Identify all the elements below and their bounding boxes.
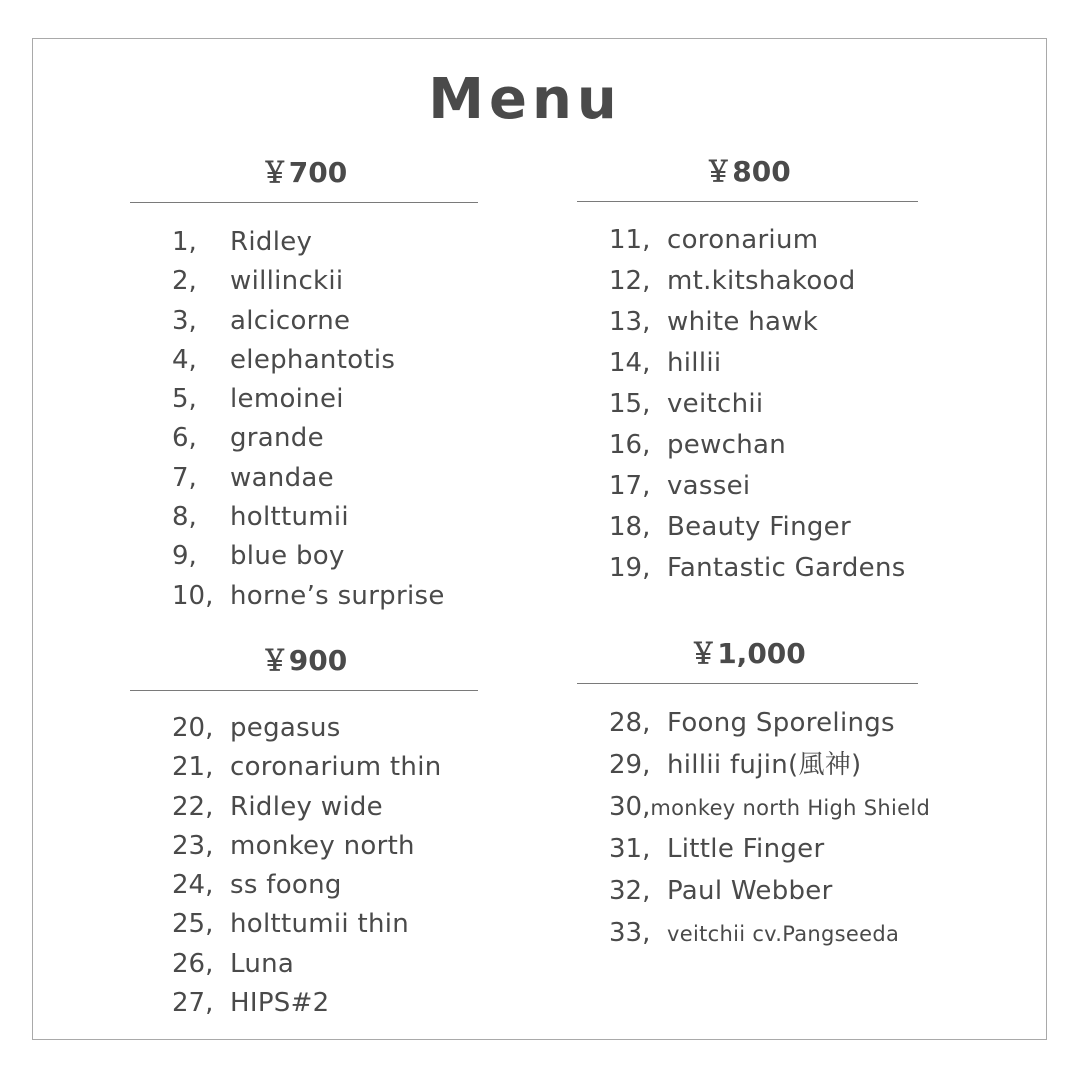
section-price: ￥900 <box>260 644 348 677</box>
item-name: mt.kitshakood <box>667 266 856 296</box>
item-number: 10, <box>172 580 214 611</box>
list-item <box>172 945 478 984</box>
section-price: ￥800 <box>704 155 791 188</box>
item-name: lemoinei <box>230 384 344 415</box>
price-section-900 <box>130 644 478 1023</box>
list-item <box>172 827 478 866</box>
divider <box>130 202 478 203</box>
item-name: vassei <box>667 471 751 501</box>
item-name: pewchan <box>667 430 787 460</box>
list-item <box>609 786 931 828</box>
list-item <box>609 702 918 744</box>
list-item <box>172 419 478 458</box>
item-number: 24, <box>172 870 214 901</box>
item-number: 33, <box>609 918 651 948</box>
list-item <box>609 548 918 589</box>
list-item <box>172 498 478 537</box>
item-number: 7, <box>172 462 197 493</box>
item-number: 16, <box>609 430 651 460</box>
item-number: 8, <box>172 502 197 533</box>
item-name: Luna <box>230 948 295 979</box>
item-name: Beauty Finger <box>667 512 851 542</box>
list-item <box>172 302 478 341</box>
list-item <box>609 466 918 507</box>
list-item <box>609 384 918 425</box>
divider <box>130 690 478 691</box>
list-item <box>172 866 478 905</box>
list-item <box>172 262 478 301</box>
item-number: 11, <box>609 225 651 255</box>
list-item <box>609 828 918 870</box>
item-number: 25, <box>172 909 214 940</box>
list-item <box>172 709 478 748</box>
item-name: hillii <box>667 348 722 378</box>
item-name: ss foong <box>230 870 342 901</box>
item-list <box>172 223 478 616</box>
item-number: 14, <box>609 348 651 378</box>
list-item <box>172 788 478 827</box>
item-name: veitchii cv.Pangseeda <box>667 922 900 946</box>
item-name: Paul Webber <box>667 876 833 906</box>
item-number: 32, <box>609 876 651 906</box>
item-name: holttumii <box>230 502 349 533</box>
list-item <box>172 459 478 498</box>
divider <box>577 683 918 684</box>
item-name: white hawk <box>667 307 819 337</box>
list-item <box>609 302 918 343</box>
item-number: 18, <box>609 512 651 542</box>
item-name: elephantotis <box>230 344 396 375</box>
list-item <box>172 380 478 419</box>
item-number: 17, <box>609 471 651 501</box>
list-item <box>172 223 478 262</box>
item-number: 5, <box>172 384 197 415</box>
price-section-1000 <box>577 637 931 954</box>
item-number: 1, <box>172 227 197 257</box>
price-section-700 <box>130 156 478 616</box>
list-item <box>609 343 918 384</box>
item-name: blue boy <box>230 541 345 572</box>
list-item <box>172 537 478 576</box>
item-number: 21, <box>172 752 214 783</box>
item-number: 15, <box>609 389 651 419</box>
price-section-800 <box>577 155 918 589</box>
item-number: 9, <box>172 541 197 572</box>
item-name: monkey north <box>230 830 415 861</box>
section-price: ￥1,000 <box>689 637 806 670</box>
item-name: coronarium thin <box>230 752 442 783</box>
item-number: 6, <box>172 423 197 454</box>
item-number: 31, <box>609 834 651 864</box>
list-item <box>609 870 918 912</box>
item-name: Foong Sporelings <box>667 708 895 738</box>
item-number: 4, <box>172 344 197 375</box>
item-name: willinckii <box>230 266 344 297</box>
list-item <box>609 261 918 302</box>
item-name: hillii fujin(風神) <box>667 750 862 780</box>
item-number: 19, <box>609 553 651 583</box>
item-name: horne’s surprise <box>230 580 445 611</box>
item-name: HIPS#2 <box>230 988 330 1019</box>
item-number: 3, <box>172 305 197 336</box>
item-number: 12, <box>609 266 651 296</box>
list-item <box>172 577 478 616</box>
item-name: veitchii <box>667 389 764 419</box>
item-number: 27, <box>172 988 214 1019</box>
list-item <box>609 912 918 954</box>
item-name: grande <box>230 423 324 454</box>
item-number: 22, <box>172 791 214 822</box>
list-item <box>609 744 918 786</box>
section-price: ￥700 <box>260 156 348 189</box>
item-number: 20, <box>172 713 214 743</box>
item-name: pegasus <box>230 713 341 743</box>
item-number: 23, <box>172 830 214 861</box>
list-item <box>609 507 918 548</box>
divider <box>577 201 918 202</box>
item-name: alcicorne <box>230 305 351 336</box>
list-item <box>609 220 918 261</box>
item-list <box>609 702 931 954</box>
item-number: 13, <box>609 307 651 337</box>
item-name: Little Finger <box>667 834 825 864</box>
list-item <box>172 748 478 787</box>
item-name: monkey north High Shield <box>650 796 931 820</box>
menu-title: Menu <box>428 67 622 132</box>
item-list <box>172 709 478 1023</box>
list-item <box>172 905 478 944</box>
list-item <box>609 425 918 466</box>
item-number: 26, <box>172 948 214 979</box>
item-name: holttumii thin <box>230 909 410 940</box>
item-name: Fantastic Gardens <box>667 553 906 583</box>
list-item <box>172 984 478 1023</box>
item-name: coronarium <box>667 225 819 255</box>
item-name: Ridley wide <box>230 791 383 822</box>
item-name: wandae <box>230 462 334 493</box>
item-number: 2, <box>172 266 197 297</box>
item-number: 28, <box>609 708 651 738</box>
item-number: 30, <box>609 792 651 822</box>
item-name: Ridley <box>230 227 313 257</box>
item-number: 29, <box>609 750 651 780</box>
item-list <box>609 220 918 589</box>
list-item <box>172 341 478 380</box>
